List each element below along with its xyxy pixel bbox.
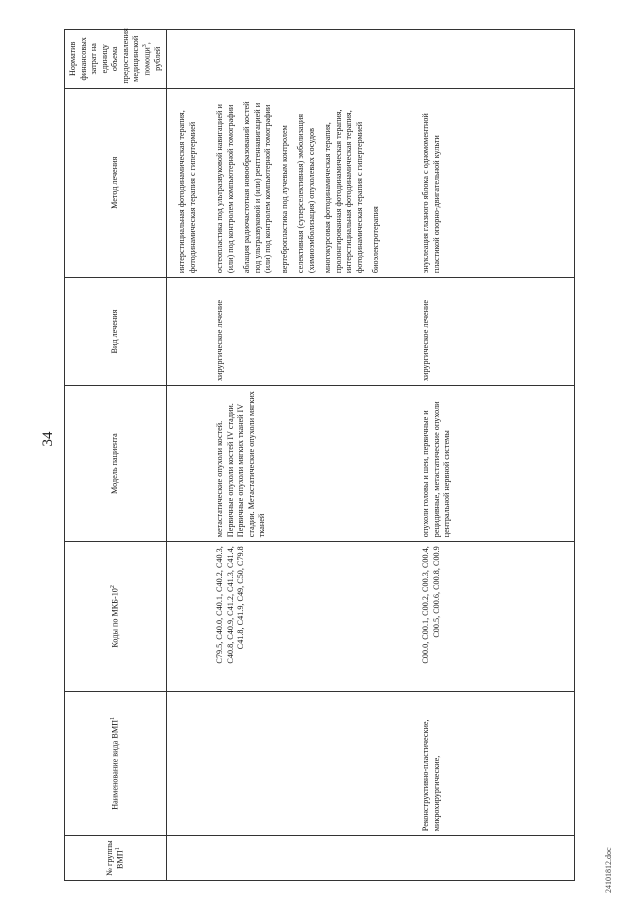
table-row	[167, 30, 213, 881]
header-financial-norm: Норматив финансовых затрат на единицу объема предоставления медицинской помощи$^3$, рублей	[65, 30, 167, 89]
cell-financial-norm	[167, 30, 213, 89]
cell-treatment-type: хирургическое лечение	[418, 278, 575, 386]
table-header-row	[65, 30, 167, 881]
method-item: биоэлектротерапия	[371, 206, 381, 274]
method-item: аблация радиочастотная новообразований костей под ультразвуковой и (или) рентгеннавигацией и (или) под контролем компьютерной томографии	[242, 101, 273, 274]
cell-patient-model	[167, 386, 213, 542]
header-patient-model: Модель пациента	[65, 386, 167, 542]
cell-group-number	[418, 836, 575, 881]
cell-vmp-name: Реконструктивно-пластические, микрохирургические,	[418, 691, 575, 836]
cell-icd-codes: C79.5, C40.0, C40.1, C40.2, C40.3, C40.8, C40.9, C41.2, C41.3, C41.4, C41.8, C41.9, C49, C50, C79.8	[212, 542, 418, 691]
method-item: энуклеация глазного яблока с одномоментной пластикой опорно-двигательной культи	[421, 113, 441, 274]
table-row	[418, 30, 575, 881]
method-item: вертебропластика под лучевым контролем	[279, 125, 289, 274]
header-icd-codes: Коды по МКБ-$10^2$	[65, 542, 167, 691]
method-item: интерстициальная фотодинамическая терапия, фотодинамическая терапия с гипертермией	[177, 110, 197, 274]
header-treatment-method: Метод лечения	[65, 88, 167, 277]
method-item: многокурсовая фотодинамическая терапия, пролонгированная фотодинамическая терапия, интерстициальная фотодинамическая терапия, фотодинамическая терапия с гипертермией	[323, 109, 364, 274]
cell-group-number	[212, 836, 418, 881]
vmp-table	[64, 29, 575, 881]
cell-group-number	[167, 836, 213, 881]
method-item: селективная (суперселективная) эмболизация (химиоэмболизация) опухолевых сосудов	[296, 114, 316, 274]
cell-vmp-name	[167, 691, 213, 836]
header-treatment-type: Вид лечения	[65, 278, 167, 386]
cell-icd-codes: C00.0, C00.1, C00.2, C00.3, C00.4, C00.5, C00.6, C00.8, C00.9	[418, 542, 575, 691]
cell-patient-model: опухоли головы и шеи, первичные и рецидивные, метастатические опухоли центральной нервной системы	[418, 386, 575, 542]
header-vmp-name: Наименование вида ВМП$^1$	[65, 691, 167, 836]
cell-financial-norm	[418, 30, 575, 89]
cell-icd-codes	[167, 542, 213, 691]
cell-financial-norm	[212, 30, 418, 89]
cell-treatment-method	[418, 88, 575, 277]
cell-treatment-method	[212, 88, 418, 277]
document-table-frame	[64, 29, 604, 881]
cell-patient-model: метастатические опухоли костей. Первичные опухоли костей IV стадии. Первичные опухоли мягких тканей IV стадии. Метастатические опухоли мягких тканей	[212, 386, 418, 542]
page-number: 34	[40, 431, 56, 447]
header-group-number: № группы ВМП$^1$	[65, 836, 167, 881]
cell-treatment-method	[167, 88, 213, 277]
cell-treatment-type	[167, 278, 213, 386]
method-item: остеопластика под ультразвуковой навигацией и (или) под контролем компьютерной томографии	[215, 104, 235, 274]
table-row	[212, 30, 418, 881]
document-footer: 24101812.doc	[604, 847, 613, 893]
cell-treatment-type: хирургическое лечение	[212, 278, 418, 386]
cell-vmp-name	[212, 691, 418, 836]
